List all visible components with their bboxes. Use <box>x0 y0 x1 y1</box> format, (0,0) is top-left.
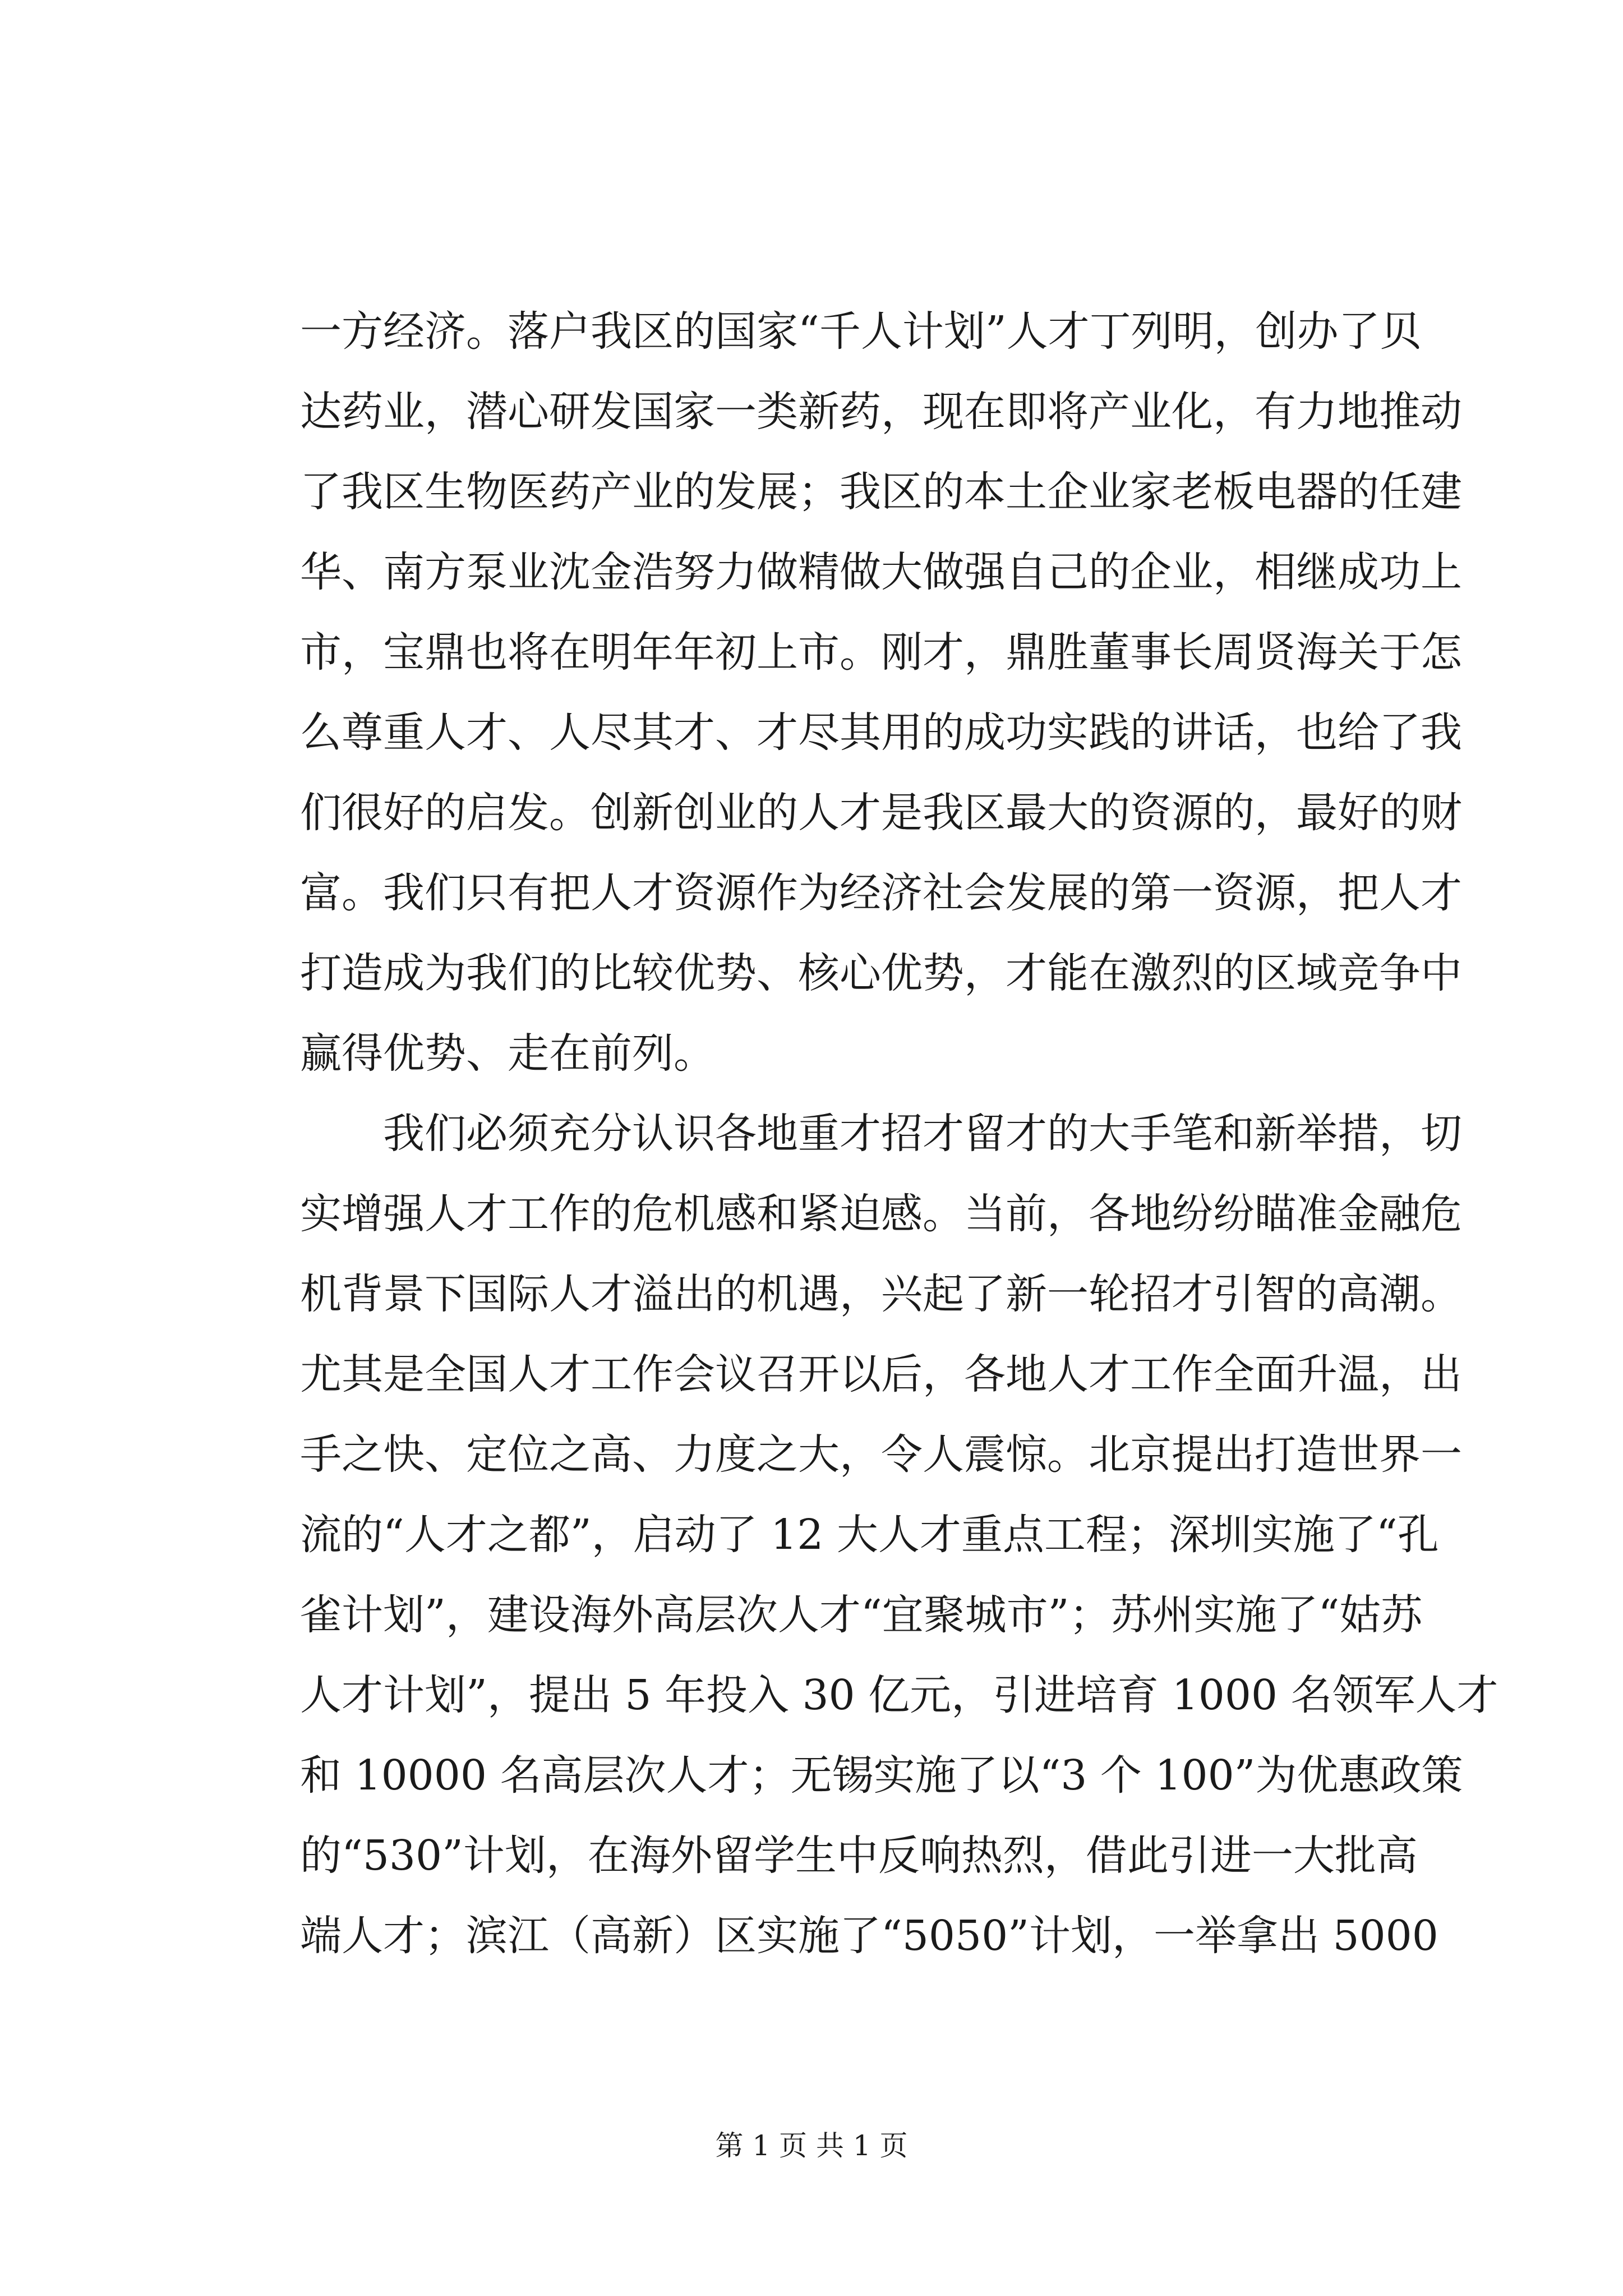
paragraph-2-line-2: 实增强人才工作的危机感和紧迫感。当前，各地纷纷瞄准金融危 <box>300 1190 1462 1238</box>
page-footer <box>0 2123 1623 2164</box>
paragraph-2-line-10: 的“530”计划，在海外留学生中反响热烈，借此引进一大批高 <box>300 1832 1418 1880</box>
paragraph-1-line-6: 么尊重人才、人尽其才、才尽其用的成功实践的讲话，也给了我 <box>300 708 1462 757</box>
paragraph-2-line-6: 流的“人才之都”，启动了 12 大人才重点工程；深圳实施了“孔 <box>300 1511 1439 1559</box>
paragraph-1-line-5: 市，宝鼎也将在明年年初上市。刚才，鼎胜董事长周贤海关于怎 <box>300 628 1462 677</box>
paragraph-2-line-8: 人才计划”，提出 5 年投入 30 亿元，引进培育 1000 名领军人才 <box>300 1671 1498 1719</box>
paragraph-1-line-7: 们很好的启发。创新创业的人才是我区最大的资源的，最好的财 <box>300 789 1462 837</box>
paragraph-1-line-8: 富。我们只有把人才资源作为经济社会发展的第一资源，把人才 <box>300 869 1462 917</box>
paragraph-2-line-3: 机背景下国际人才溢出的机遇，兴起了新一轮招才引智的高潮。 <box>300 1270 1462 1318</box>
paragraph-2-line-11: 端人才；滨江（高新）区实施了“5050”计划，一举拿出 5000 <box>300 1912 1438 1960</box>
paragraph-1-line-4: 华、南方泵业沈金浩努力做精做大做强自己的企业，相继成功上 <box>300 548 1462 596</box>
paragraph-2-line-5: 手之快、定位之高、力度之大，令人震惊。北京提出打造世界一 <box>300 1430 1462 1479</box>
paragraph-1-line-9: 打造成为我们的比较优势、核心优势，才能在激烈的区域竞争中 <box>300 949 1462 997</box>
paragraph-2-line-7: 雀计划”，建设海外高层次人才“宜聚城市”；苏州实施了“姑苏 <box>300 1591 1423 1639</box>
paragraph-2-line-9: 和 10000 名高层次人才；无锡实施了以“3 个 100”为优惠政策 <box>300 1751 1463 1800</box>
paragraph-2-line-4: 尤其是全国人才工作会议召开以后，各地人才工作全面升温，出 <box>300 1350 1462 1398</box>
paragraph-1-line-3: 了我区生物医药产业的发展；我区的本土企业家老板电器的任建 <box>300 468 1462 516</box>
page-number-label: 第 1 页 共 1 页 <box>715 2129 908 2162</box>
paragraph-1-line-10: 赢得优势、走在前列。 <box>300 1029 715 1078</box>
paragraph-2-line-1: 我们必须充分认识各地重才招才留才的大手笔和新举措，切 <box>383 1110 1462 1158</box>
paragraph-1-line-1: 一方经济。落户我区的国家“千人计划”人才丁列明，创办了贝 <box>300 307 1422 356</box>
body-text <box>300 292 1498 1976</box>
paragraph-1-line-2: 达药业，潜心研发国家一类新药，现在即将产业化，有力地推动 <box>300 388 1462 436</box>
